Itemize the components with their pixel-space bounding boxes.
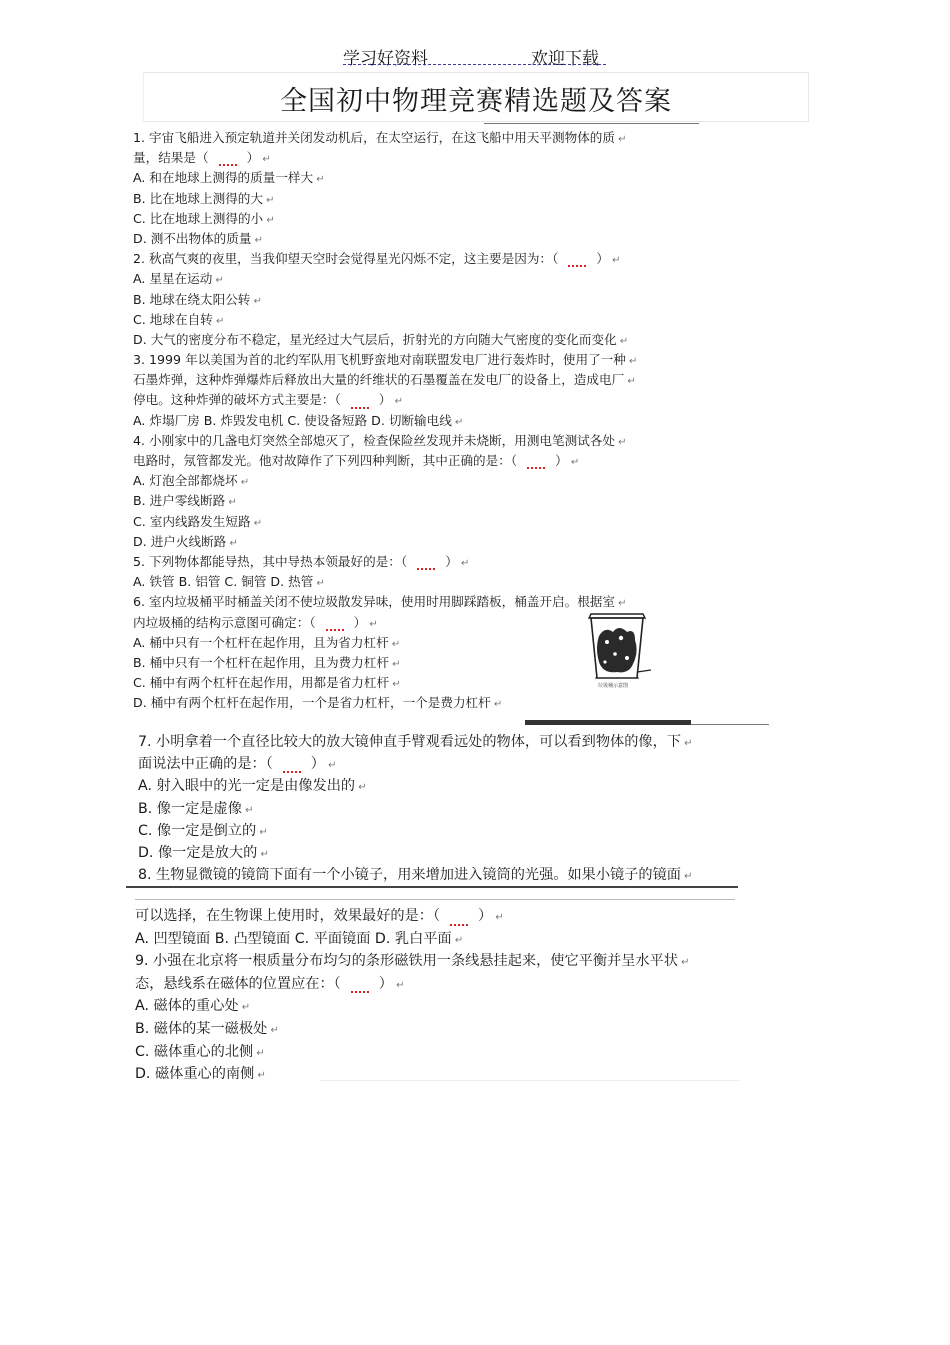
line-text: 8. 生物显微镜的镜筒下面有一个小镜子，用来增加进入镜筒的光强。如果小镜子的镜面 <box>138 867 681 884</box>
text-line <box>133 512 693 532</box>
line-text: D. 像一定是放大的 <box>138 844 258 861</box>
text-line <box>133 390 693 410</box>
line-text: A. 灯泡全部都烧坏 <box>133 473 238 489</box>
line-text-close: ） <box>246 150 260 166</box>
top-rule <box>484 123 699 124</box>
line-text: 电路时，氖管都发光。他对故障作了下列四种判断，其中正确的是：（ <box>133 453 518 468</box>
text-line <box>135 905 735 928</box>
line-text: A. 铁管 B. 铝管 C. 铜管 D. 热管 <box>133 574 314 590</box>
line-text: 停电。这种炸弹的破坏方式主要是：（ <box>133 392 341 408</box>
answer-blank <box>341 390 379 410</box>
section-divider-2 <box>126 886 738 888</box>
paragraph-mark-icon: ↵ <box>624 376 636 388</box>
line-text-close: ） <box>478 908 493 924</box>
paragraph-mark-icon: ↵ <box>324 760 337 772</box>
line-text: 石墨炸弹，这种炸弹爆炸后释放出大量的纤维状的石墨覆盖在发电厂的设备上，造成电厂 <box>133 372 625 388</box>
line-text: B. 比在地球上测得的大 <box>133 190 263 206</box>
paragraph-mark-icon: ↵ <box>678 957 690 969</box>
paragraph-mark-icon: ↵ <box>681 871 693 883</box>
text-line <box>133 249 693 269</box>
paragraph-mark-icon: ↵ <box>212 315 225 327</box>
answer-blank <box>341 973 379 996</box>
line-text: 3. 1999 年以美国为首的北约军队用飞机野蛮地对南联盟发电厂进行轰炸时，使用了一种 <box>133 352 626 368</box>
question-block-3 <box>135 905 735 1086</box>
text-line <box>133 330 693 350</box>
line-text-close: ） <box>445 553 458 569</box>
line-text: A. 磁体的重心处 <box>135 998 239 1015</box>
text-line <box>133 411 693 431</box>
line-text-close: ） <box>353 614 367 630</box>
paragraph-mark-icon: ↵ <box>313 174 325 186</box>
line-text: 1. 宇宙飞船进入预定轨道并关闭发动机后，在太空运行，在这飞船中用天平测物体的质 <box>133 130 615 145</box>
line-text: C. 室内线路发生短路 <box>133 513 251 529</box>
text-line <box>135 995 735 1018</box>
line-text: D. 测不出物体的质量 <box>133 230 252 246</box>
paragraph-mark-icon: ↵ <box>625 356 638 368</box>
line-text: B. 桶中只有一个杠杆在起作用，且为费力杠杆 <box>133 654 389 670</box>
text-line <box>138 842 738 864</box>
paragraph-mark-icon: ↵ <box>615 134 627 145</box>
paragraph-mark-icon: ↵ <box>257 848 269 860</box>
section-divider-1-line <box>691 724 769 725</box>
line-text: D. 桶中有两个杠杆在起作用，一个是省力杠杆，一个是费力杠杆 <box>133 695 491 711</box>
answer-blank <box>209 148 247 168</box>
line-text: 量，结果是（ <box>133 150 209 166</box>
paragraph-mark-icon: ↵ <box>457 557 470 569</box>
paragraph-mark-icon: ↵ <box>366 618 378 630</box>
section-divider-1 <box>525 720 691 725</box>
text-line <box>138 753 738 775</box>
header-left-text: 学习好资料 <box>343 49 428 69</box>
text-line <box>133 269 693 289</box>
header-underline <box>343 64 606 65</box>
line-text: 态，悬线系在磁体的位置应在：（ <box>135 975 341 992</box>
line-text: D. 大气的密度分布不稳定，星光经过大气层后，折射光的方向随大气密度的变化而变化 <box>133 331 617 347</box>
line-text: 5. 下列物体都能导热，其中导热本领最好的是：（ <box>133 553 408 569</box>
page-title: 全国初中物理竞赛精选题及答案 <box>280 86 672 117</box>
text-line <box>133 209 693 229</box>
line-text: C. 地球在自转 <box>133 311 213 327</box>
paragraph-mark-icon: ↵ <box>451 416 464 428</box>
paragraph-mark-icon: ↵ <box>615 598 627 610</box>
line-text: 7. 小明拿着一个直径比较大的放大镜伸直手臂观看远处的物体，可以看到物体的像，下 <box>138 734 681 750</box>
paragraph-mark-icon: ↵ <box>388 658 401 670</box>
paragraph-mark-icon: ↵ <box>451 934 464 946</box>
line-text: D. 进户火线断路 <box>133 533 227 549</box>
answer-blank <box>273 753 311 775</box>
page-header <box>0 40 950 70</box>
paragraph-mark-icon: ↵ <box>615 436 627 448</box>
line-text: C. 桶中有两个杠杆在起作用，用都是省力杠杆 <box>133 675 390 691</box>
text-line <box>133 370 693 390</box>
text-line <box>135 1041 735 1064</box>
line-text-close: ） <box>378 392 392 408</box>
text-line <box>138 864 738 886</box>
answer-blank <box>440 905 478 928</box>
line-text: A. 凹型镜面 B. 凸型镜面 C. 平面镜面 D. 乳白平面 <box>135 930 452 947</box>
line-text: B. 进户零线断路 <box>133 493 226 509</box>
line-text: D. 磁体重心的南侧 <box>135 1066 255 1083</box>
line-text: 4. 小刚家中的几盏电灯突然全部熄灭了，检查保险丝发现并未烧断，用测电笔测试各处 <box>133 432 615 448</box>
paragraph-mark-icon: ↵ <box>250 295 262 307</box>
section-divider-2-line <box>135 899 735 900</box>
text-line <box>133 128 693 148</box>
trash-bin-diagram-icon <box>585 612 653 692</box>
paragraph-mark-icon: ↵ <box>490 699 503 711</box>
paragraph-mark-icon: ↵ <box>254 1070 266 1082</box>
text-line <box>133 552 693 572</box>
text-line <box>133 491 693 511</box>
paragraph-mark-icon: ↵ <box>241 804 254 816</box>
text-line <box>133 350 693 370</box>
line-text: C. 比在地球上测得的小 <box>133 210 264 226</box>
paragraph-mark-icon: ↵ <box>392 979 405 991</box>
line-text-close: ） <box>596 251 609 267</box>
line-text: A. 星星在运动 <box>133 271 213 287</box>
line-text: 2. 秋高气爽的夜里，当我仰望天空时会觉得星光闪烁不定，这主要是因为：（ <box>133 251 559 267</box>
paragraph-mark-icon: ↵ <box>267 1024 279 1036</box>
text-line <box>135 928 735 951</box>
paragraph-mark-icon: ↵ <box>567 457 580 468</box>
text-line <box>135 1018 735 1041</box>
answer-blank <box>558 249 596 269</box>
figure-caption: 垃圾桶示意图 <box>598 683 629 689</box>
text-line <box>133 148 693 168</box>
title-box <box>143 72 809 122</box>
text-line <box>133 168 693 188</box>
paragraph-mark-icon: ↵ <box>237 477 250 489</box>
line-text-close: ） <box>310 756 325 773</box>
text-line <box>133 431 693 451</box>
text-line <box>133 310 693 330</box>
paragraph-mark-icon: ↵ <box>391 396 403 408</box>
text-line <box>133 451 693 471</box>
answer-blank <box>316 613 354 633</box>
line-text: C. 像一定是倒立的 <box>138 822 257 839</box>
line-text: B. 磁体的某一磁极处 <box>135 1020 268 1037</box>
text-line <box>135 1063 735 1086</box>
text-line <box>133 532 693 552</box>
text-line <box>138 820 738 842</box>
text-line <box>138 798 738 820</box>
paragraph-mark-icon: ↵ <box>263 214 275 226</box>
paragraph-mark-icon: ↵ <box>212 275 224 287</box>
paragraph-mark-icon: ↵ <box>389 679 401 691</box>
paragraph-mark-icon: ↵ <box>250 517 263 529</box>
paragraph-mark-icon: ↵ <box>225 497 237 509</box>
paragraph-mark-icon: ↵ <box>616 335 629 347</box>
text-line <box>138 731 738 753</box>
line-text: 面说法中正确的是：（ <box>138 756 273 773</box>
paragraph-mark-icon: ↵ <box>259 154 271 166</box>
paragraph-mark-icon: ↵ <box>681 738 693 749</box>
paragraph-mark-icon: ↵ <box>226 537 238 549</box>
text-line <box>135 950 735 973</box>
text-line <box>138 775 738 797</box>
text-line <box>133 693 693 713</box>
text-line <box>133 592 693 612</box>
paragraph-mark-icon: ↵ <box>388 638 401 650</box>
text-line <box>135 973 735 996</box>
text-line <box>133 471 693 491</box>
line-text: A. 和在地球上测得的质量一样大 <box>133 170 314 186</box>
paragraph-mark-icon: ↵ <box>253 1047 265 1059</box>
paragraph-mark-icon: ↵ <box>263 194 275 206</box>
paragraph-mark-icon: ↵ <box>492 912 504 923</box>
line-text: B. 像一定是虚像 <box>138 800 242 817</box>
line-text: 内垃圾桶的结构示意图可确定：（ <box>133 614 316 630</box>
text-line <box>133 189 693 209</box>
text-line <box>133 572 693 592</box>
line-text: 6. 室内垃圾桶平时桶盖关闭不使垃圾散发异味，使用时用脚踩踏板，桶盖开启。根据室 <box>133 594 615 610</box>
line-text: A. 射入眼中的光一定是由像发出的 <box>138 778 356 795</box>
paragraph-mark-icon: ↵ <box>355 782 367 794</box>
text-line <box>133 229 693 249</box>
paragraph-mark-icon: ↵ <box>256 826 268 838</box>
line-text: 9. 小强在北京将一根质量分布均匀的条形磁铁用一条线悬挂起来，使它平衡并呈水平状 <box>135 953 678 970</box>
line-text: C. 磁体重心的北侧 <box>135 1043 254 1060</box>
bottom-faint-rule <box>320 1080 740 1081</box>
line-text: A. 桶中只有一个杠杆在起作用，且为省力杠杆 <box>133 634 389 650</box>
line-text: 可以选择，在生物课上使用时，效果最好的是：（ <box>135 908 441 924</box>
answer-blank <box>517 451 555 471</box>
line-text: A. 炸塌厂房 B. 炸毁发电机 C. 使设备短路 D. 切断输电线 <box>133 412 452 428</box>
line-text-close: ） <box>555 453 568 468</box>
answer-blank <box>407 552 445 572</box>
paragraph-mark-icon: ↵ <box>608 255 621 267</box>
line-text-close: ） <box>378 975 393 992</box>
paragraph-mark-icon: ↵ <box>238 1002 251 1014</box>
text-line <box>133 290 693 310</box>
line-text: B. 地球在绕太阳公转 <box>133 291 251 307</box>
paragraph-mark-icon: ↵ <box>251 234 264 246</box>
paragraph-mark-icon: ↵ <box>313 578 325 590</box>
header-right-text: 欢迎下载 <box>531 49 599 69</box>
question-block-2 <box>138 731 738 886</box>
